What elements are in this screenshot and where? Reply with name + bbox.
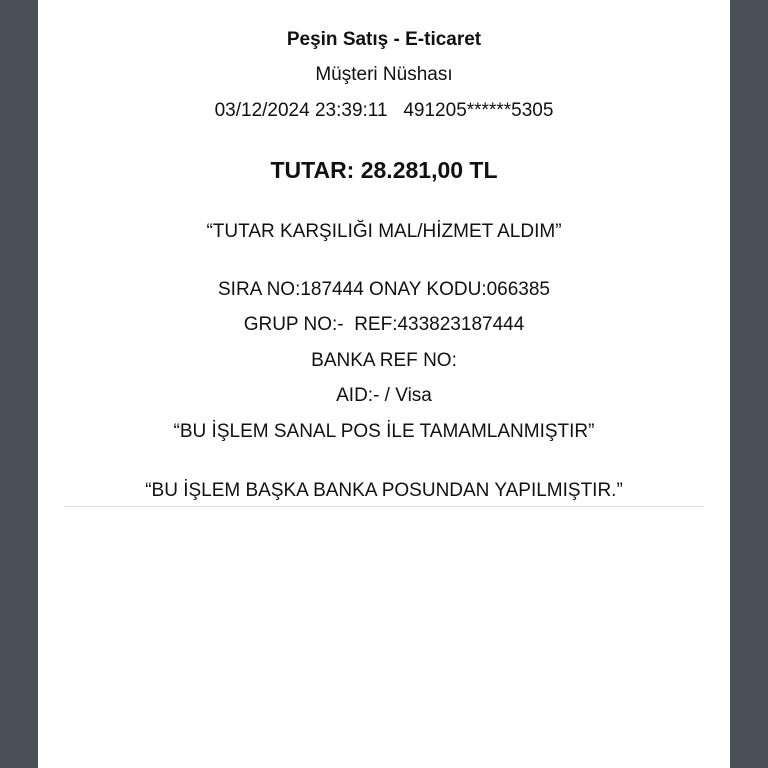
- amount: TUTAR: 28.281,00 TL: [270, 157, 498, 183]
- divider: [64, 506, 704, 507]
- datetime-card-line: [38, 99, 730, 123]
- sequence-approval: SIRA NO:187444 ONAY KODU:066385: [218, 279, 550, 300]
- receipt-title: Peşin Satış - E-ticaret: [286, 29, 482, 50]
- copy-type: Müşteri Nüshası: [315, 64, 453, 85]
- acknowledgement: “TUTAR KARŞILIĞI MAL/HİZMET ALDIM”: [206, 221, 562, 242]
- group-ref: GRUP NO:- REF:433823187444: [243, 314, 525, 335]
- aid-line: AID:- / Visa: [336, 385, 432, 406]
- transaction-datetime: 03/12/2024 23:39:11: [214, 100, 388, 121]
- other-bank-note: “BU İŞLEM BAŞKA BANKA POSUNDAN YAPILMIŞTIR.”: [145, 480, 623, 501]
- card-number: 491205******5305: [403, 100, 554, 121]
- bank-ref: BANKA REF NO:: [311, 350, 457, 371]
- receipt-paper: [38, 0, 730, 768]
- virtual-pos-note: “BU İŞLEM SANAL POS İLE TAMAMLANMIŞTIR”: [173, 421, 595, 442]
